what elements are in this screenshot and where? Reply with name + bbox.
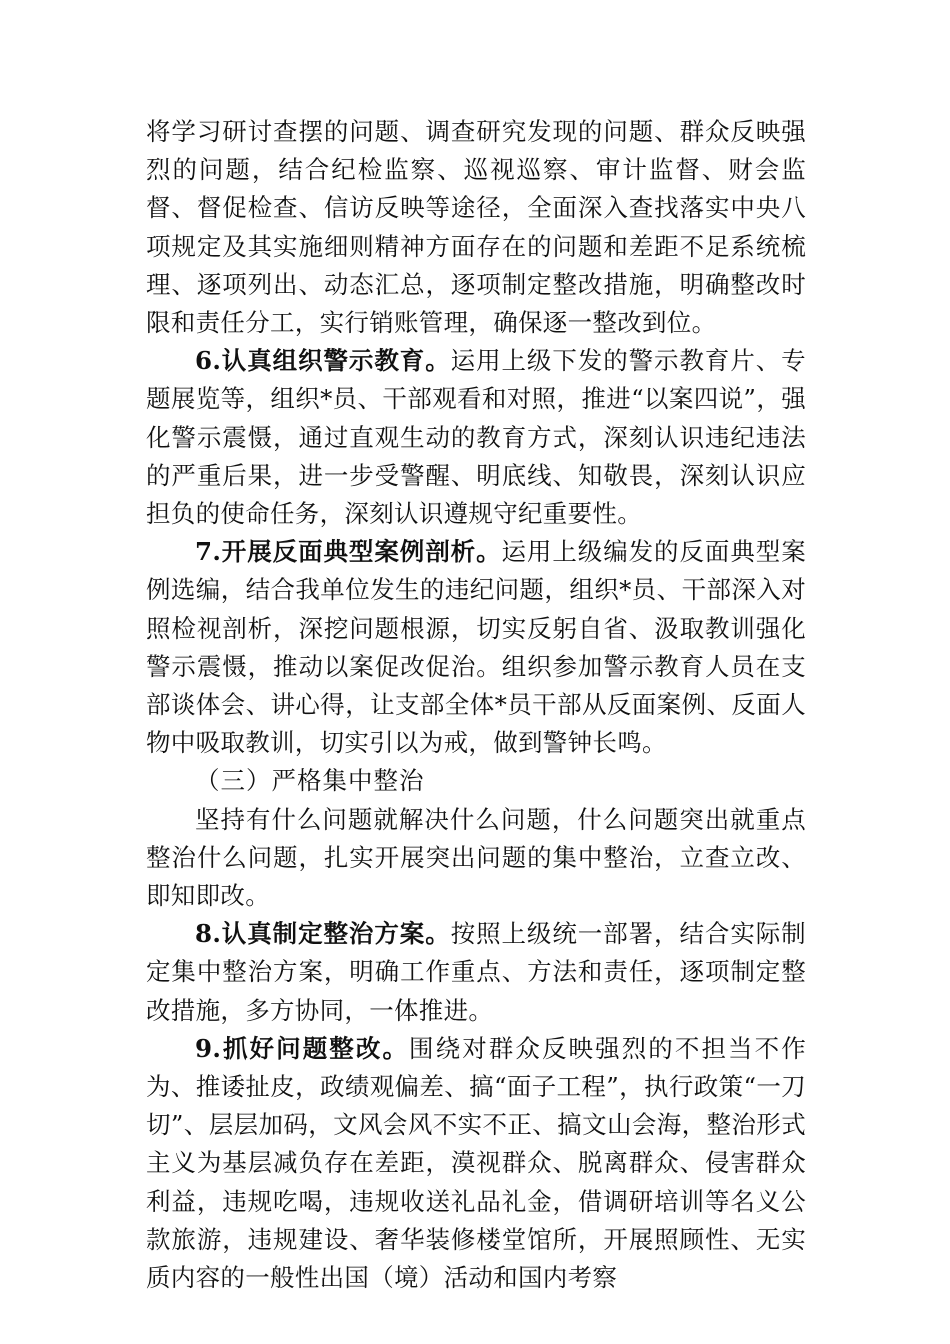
paragraph-text: 围绕对群众反映强烈的不担当不作为、推诿扯皮，政绩观偏差、搞“面子工程”，执行政策“一刀切”、层层加码，文风会风不实不正、搞文山会海，整治形式主义为基层减负存在差距，漠视群众、脱离群众、侵害群众利益，违规吃喝，违规收送礼品礼金，借调研培训等名义公款旅游，违规建设、奢华装修楼堂馆所，开展照顾性、无实质内容的一般性出国（境）活动和国内考察 [146, 1033, 807, 1293]
paragraph-text: 坚持有什么问题就解决什么问题，什么问题突出就重点整治什么问题，扎实开展突出问题的集中整治，立查立改、即知即改。 [146, 804, 806, 911]
item-heading: 8.认真制定整治方案。 [195, 919, 451, 949]
item-heading: 9.抓好问题整改。 [195, 1033, 410, 1063]
item-heading: 7.开展反面典型案例剖析。 [195, 537, 502, 567]
paragraph-section-intro [146, 801, 806, 916]
paragraph-item-7 [146, 533, 806, 762]
paragraph-text: 按照上级统一部署，结合实际制定集中整治方案，明确工作重点、方法和责任，逐项制定整改措施，多方协同，一体推进。 [146, 919, 806, 1025]
paragraph-item-8 [146, 915, 806, 1030]
item-heading: 6.认真组织警示教育。 [195, 346, 451, 376]
paragraph-text: 运用上级编发的反面典型案例选编，结合我单位发生的违纪问题，组织*员、干部深入对照检视剖析，深挖问题根源，切实反躬自省、汲取教训强化警示震慑，推动以案促改促治。组织参加警示教育人员在支部谈体会、讲心得，让支部全体*员干部从反面案例、反面人物中吸取教训，切实引以为戒，做到警钟长鸣。 [146, 537, 806, 758]
paragraph-item-9 [146, 1030, 806, 1297]
paragraph-text: 将学习研讨查摆的问题、调查研究发现的问题、群众反映强烈的问题，结合纪检监察、巡视巡察、审计监督、财会监督、督促检查、信访反映等途径，全面深入查找落实中央八项规定及其实施细则精神方面存在的问题和差距不足系统梳理、逐项列出、动态汇总，逐项制定整改措施，明确整改时限和责任分工，实行销账管理，确保逐一整改到位。 [146, 117, 806, 338]
document-page [146, 113, 806, 1297]
paragraph-item-6 [146, 342, 806, 533]
paragraph-text: 运用上级下发的警示教育片、专题展览等，组织*员、干部观看和对照，推进“以案四说”，强化警示震慑，通过直观生动的教育方式，深刻认识违纪违法的严重后果，进一步受警醒、明底线、知敬畏，深刻认识应担负的使命任务，深刻认识遵规守纪重要性。 [146, 346, 806, 529]
paragraph-continuation [146, 113, 806, 342]
subheading-text: （三）严格集中整治 [195, 766, 425, 796]
section-subheading [146, 762, 806, 800]
